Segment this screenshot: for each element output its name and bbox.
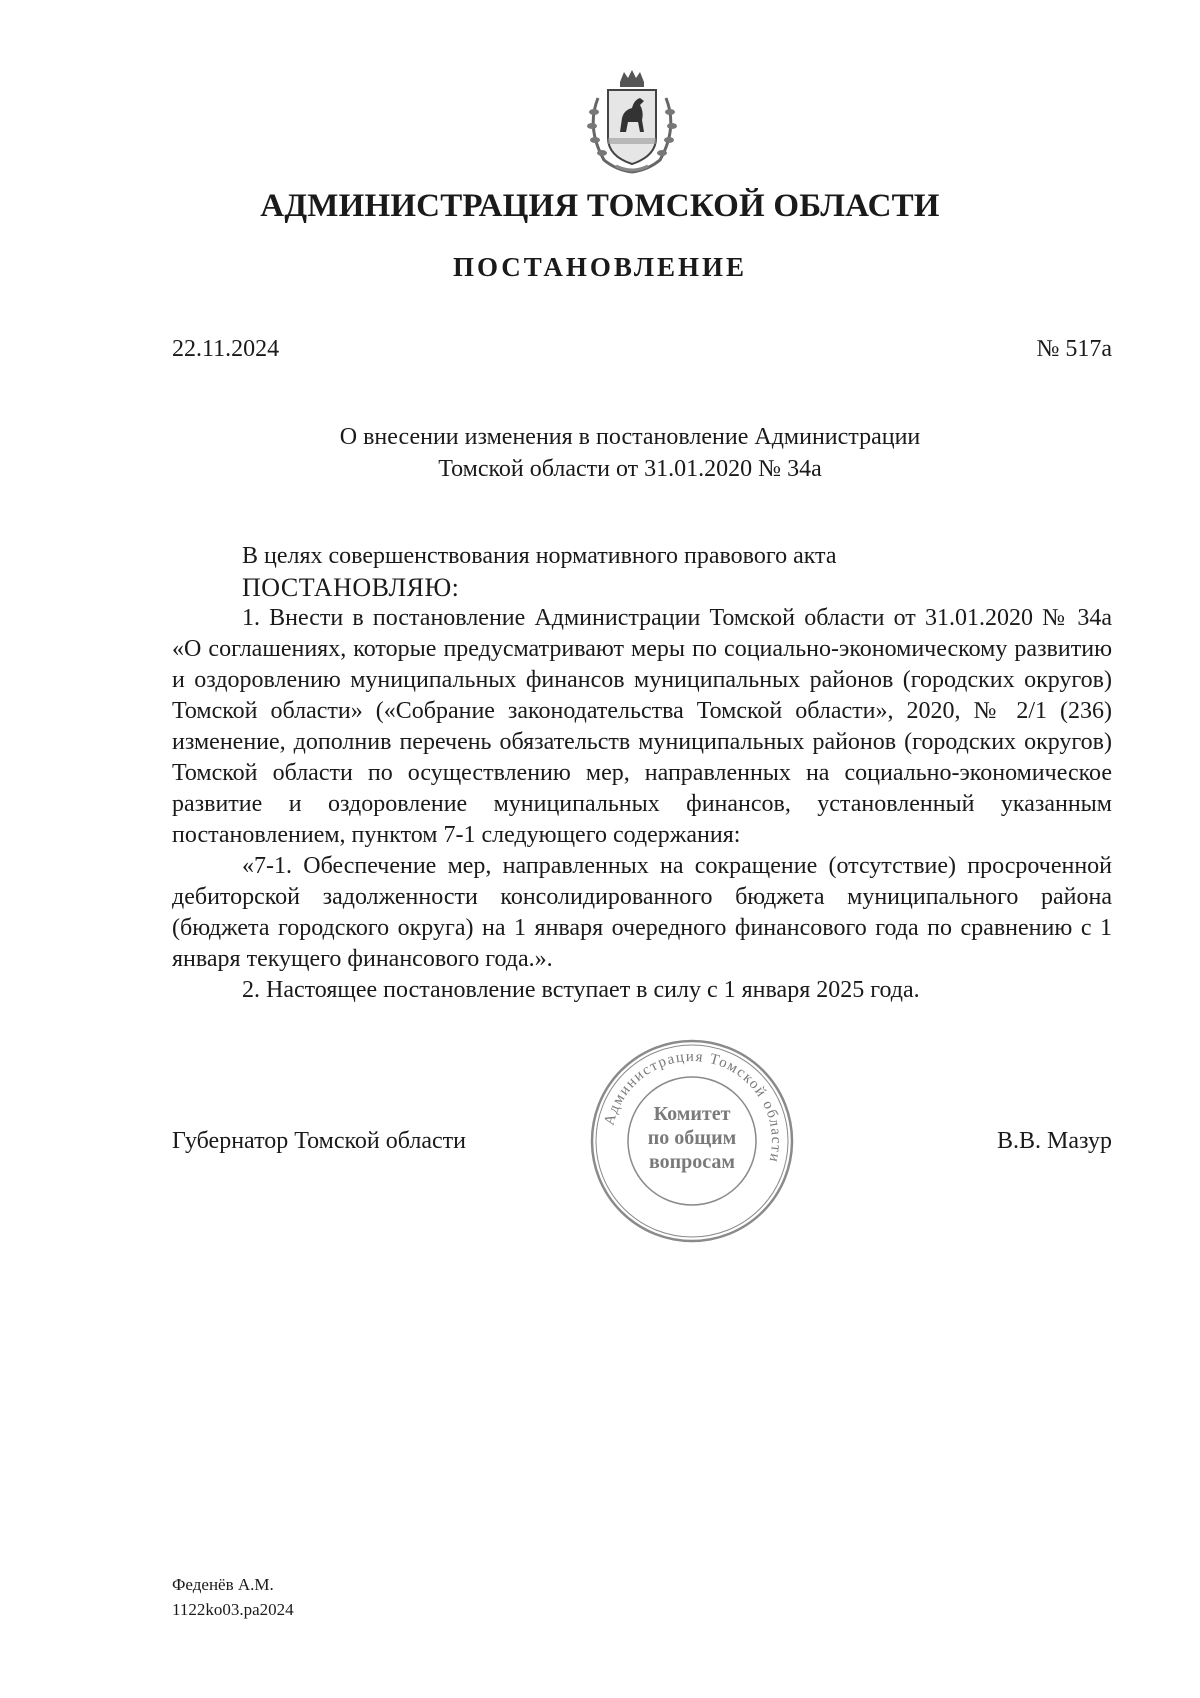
stamp-text-line: по общим	[647, 1127, 737, 1149]
official-stamp	[587, 1036, 797, 1246]
item-1-paragraph: 1. Внести в постановление Администрации Томской области от 31.01.2020 № 34а «О соглашениях, которые предусматривают меры по социально-экономическому развитию и оздоровлению муниципальных финансов муниципальных районов (городских округов) Томской области» («Собрание законодательства Томской области», 2020, № 2/1 (236) изменение, дополнив перечень обязательств муниципальных районов (городских округов) Томской области по осуществлению мер, направленных на социально-экономическое развитие и оздоровление муниципальных финансов, установленный указанным постановлением, пунктом 7-1 следующего содержания:	[172, 605, 1112, 848]
organization-title: АДМИНИСТРАЦИЯ ТОМСКОЙ ОБЛАСТИ	[260, 188, 940, 224]
document-type-heading: ПОСТАНОВЛЕНИЕ	[452, 252, 748, 282]
tomsk-region-coat-of-arms-icon	[582, 68, 682, 176]
item-2-paragraph: 2. Настоящее постановление вступает в силу с 1 января 2025 года.	[242, 977, 920, 1003]
footer-notes	[172, 1572, 294, 1622]
document-subject	[300, 421, 960, 485]
stamp-text-line: Комитет	[653, 1103, 731, 1125]
document-body	[172, 541, 1112, 1006]
subject-line: О внесении изменения в постановление Администрации	[339, 424, 921, 450]
executor-name: Феденёв А.М.	[172, 1575, 274, 1594]
signatory-title: Губернатор Томской области	[172, 1128, 466, 1154]
decree-word: ПОСТАНОВЛЯЮ:	[242, 573, 460, 602]
subject-line: Томской области от 31.01.2020 № 34а	[438, 456, 822, 482]
signatory-name: В.В. Мазур	[997, 1128, 1112, 1154]
item-1-quote-paragraph: «7-1. Обеспечение мер, направленных на сокращение (отсутствие) просроченной дебиторской задолженности консолидированного бюджета муниципального района (бюджета городского округа) на 1 января очередного финансового года по сравнению с 1 января текущего финансового года.».	[172, 853, 1112, 972]
document-file-code: 1122ko03.pa2024	[172, 1600, 294, 1619]
preamble-paragraph: В целях совершенствования нормативного правового акта	[242, 543, 837, 569]
stamp-ring-text: Администрация Томской области	[601, 1048, 785, 1165]
stamp-text-line: вопросам	[648, 1151, 736, 1173]
document-number: № 517а	[1036, 336, 1112, 362]
document-date: 22.11.2024	[172, 336, 280, 362]
